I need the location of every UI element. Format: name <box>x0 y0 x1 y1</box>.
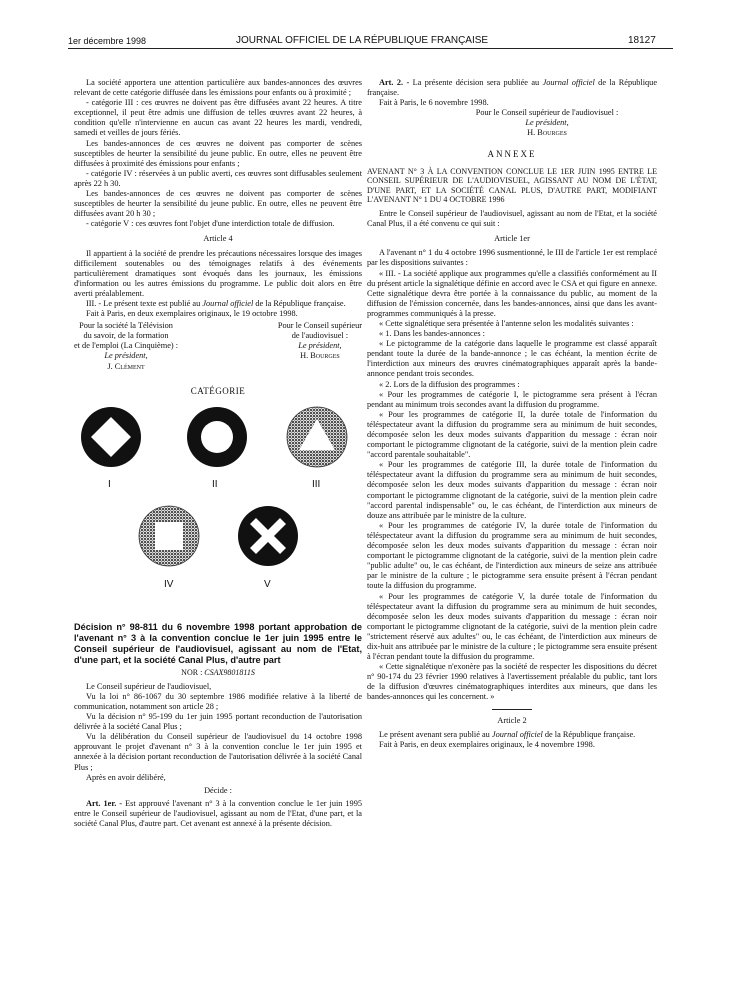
paragraph: « Pour les programmes de catégorie II, la durée totale de l'information du téléspectateur avant la diffusion du programme sera au minimum de huit secondes, décomposée selon les deux modes suivants d'apparition du message : écran noir comportant le pictogramme clignotant de la catégorie, suivi de la mention plein cadre "accord parentale souhaitable". <box>367 409 657 460</box>
paragraph: A l'avenant n° 1 du 4 octobre 1996 susmentionné, le III de l'article 1er est remplacé par les dispositions suivantes : <box>367 248 657 268</box>
paragraph: Vu la décision n° 95-199 du 1er juin 1995 portant reconduction de l'autorisation délivrée à la société Canal Plus ; <box>74 712 362 732</box>
paragraph: La société apportera une attention particulière aux bandes-annonces des œuvres relevant de cette catégorie diffusée dans les émissions pour enfants ou à proximité ; <box>74 78 362 98</box>
header-rule <box>68 48 673 49</box>
category-pictograms <box>74 402 362 612</box>
paragraph: Il appartient à la société de prendre les précautions nécessaires lorsque des images difficilement soutenables ou des témoignages relatifs à des événements particulièrement dramatiques sont évoqués dans les journaux, les émissions d'information ou les autres émissions du programme. Le public doit alors en être averti préalablement. <box>74 248 362 298</box>
categorie-title: CATÉGORIE <box>190 385 246 396</box>
paragraph: Après en avoir délibéré, <box>86 772 166 782</box>
paragraph: Les bandes-annonces de ces œuvres ne doivent pas comporter de scènes susceptibles de heurter la sensibilité du jeune public. En outre, elles ne peuvent être diffusées avant 20 h 30 ; <box>74 189 362 219</box>
decision-title: Décision n° 98-811 du 6 novembre 1998 portant approbation de l'avenant n° 3 à la convention conclue le 1er juin 1995 entre le Conseil supérieur de l'audiovisuel, agissant au nom de l'Etat, d'une part, et la société Canal Plus, d'autre part <box>74 621 362 665</box>
paragraph: Fait à Paris, en deux exemplaires originaux, le 4 novembre 1998. <box>379 739 595 749</box>
decide-heading: Décide : <box>204 785 232 795</box>
category-ii-label: II <box>212 478 218 490</box>
article-4-title: Article 4 <box>203 234 233 244</box>
category-i-icon <box>80 406 142 468</box>
header-journal-title: JOURNAL OFFICIEL DE LA RÉPUBLIQUE FRANÇAISE <box>236 35 489 46</box>
paragraph: « Pour les programmes de catégorie V, la durée totale de l'information du téléspectateur avant la diffusion du programme sera au minimum de huit secondes, décomposée selon les deux modes suivants d'apparition du message : écran noir comportant le pictogramme clignotant de la catégorie, suivi de la mention plein cadre "strictement réservé aux adultes" ou, le cas échéant, de l'interdiction aux mineurs de dix-huit ans attribuée par le ministre de la culture ; le pictogramme sera ensuite présent à l'écran pendant toute la diffusion du programme. <box>367 591 657 662</box>
signature-block: Pour la société la Télévision du savoir, de la formation et de l'emploi (La Cinquième) : Le président, J. Clément Pour le Conseil supérieur de l'audiovisuel : Le président, H. Bourges <box>74 321 362 371</box>
paragraph: - catégorie V : ces œuvres font l'objet d'une interdiction totale de diffusion. <box>86 219 335 229</box>
paragraph: « Pour les programmes de catégorie I, le pictogramme sera présent à l'écran pendant au minimum trois secondes avant la diffusion du programme. <box>367 389 657 409</box>
article-1-paragraph: Art. 1er. - Est approuvé l'avenant n° 3 à la convention conclue le 1er juin 1995 entre le Conseil supérieur de l'audiovisuel, agissant au nom de l'Etat, d'une part, et la société Canal Plus, d'autre part. Cet avenant est annexé à la présente décision. <box>74 798 362 829</box>
article-2-paragraph: Art. 2. - La présente décision sera publiée au Journal officiel de la République française. <box>367 78 657 98</box>
header-date: 1er décembre 1998 <box>68 36 147 46</box>
category-v-icon <box>237 505 299 567</box>
signature-block: Pour le Conseil supérieur de l'audiovisuel : Le président, H. Bourges <box>475 108 619 138</box>
category-v-label: V <box>264 578 271 590</box>
paragraph: « Cette signalétique n'exonère pas la société de respecter les dispositions du décret n° 90-174 du 23 février 1990 relatives à l'avertissement préalable du public, tant lors de la diffusion d'œuvres cinématographiques interdites aux mineurs, que dans les bandes-annonces qui les concernent. » <box>367 662 657 702</box>
category-iii-icon <box>286 406 348 468</box>
section-divider <box>492 709 532 710</box>
article-1-title: Article 1er <box>494 234 530 244</box>
category-iv-label: IV <box>164 578 174 590</box>
paragraph: III. - Le présent texte est publié au Journal officiel de la République française. <box>86 298 346 308</box>
paragraph: « 1. Dans les bandes-annonces : <box>379 329 485 339</box>
paragraph: - catégorie III : ces œuvres ne doivent pas être diffusées avant 22 heures. A titre exceptionnel, il peut être admis une diffusion de telles œuvres avant 22 heures, à condition qu'elle n'intervienne en aucun cas avant 22 heures les mardi, vendredi, samedi et veilles de jours fériés. <box>74 98 362 138</box>
category-i-label: I <box>108 478 111 490</box>
paragraph: « Pour les programmes de catégorie III, la durée totale de l'information du téléspectateur avant la diffusion du programme sera au minimum de huit secondes, décomposée selon les deux modes suivants d'apparition du message : écran noir comportant le pictogramme clignotant de la catégorie, suivi de la mention plein cadre "accord parental indispensable" ou, le cas échéant, de l'interdiction aux mineurs de douze ans attribuée par le ministre de la culture. <box>367 460 657 520</box>
paragraph: Entre le Conseil supérieur de l'audiovisuel, agissant au nom de l'Etat, et la société Canal Plus, il a été convenu ce qui suit : <box>367 209 657 229</box>
paragraph: « Pour les programmes de catégorie IV, la durée totale de l'information du téléspectateur avant la diffusion du programme sera au minimum de huit secondes, décomposée selon les deux modes suivants d'apparition du message : écran noir comportant le pictogramme clignotant de la catégorie, suivi de la mention plein cadre "public adulte" ou, le cas échéant, de l'interdiction aux mineurs de seize ans attribuée par le ministre de la culture ; le pictogramme sera ensuite présent à l'écran pendant toute la diffusion du programme. <box>367 520 657 591</box>
header-page-number: 18127 <box>628 35 656 46</box>
paragraph: Les bandes-annonces de ces œuvres ne doivent pas comporter de scènes susceptibles de heurter la sensibilité du jeune public. En outre, elles ne peuvent être diffusées à proximité des émissions pour enfants ; <box>74 138 362 168</box>
annexe-heading: ANNEXE <box>487 148 537 159</box>
category-ii-icon <box>186 406 248 468</box>
paragraph: - catégorie IV : réservées à un public averti, ces œuvres sont diffusables seulement après 22 h 30. <box>74 168 362 188</box>
category-iv-icon <box>138 505 200 567</box>
right-column <box>367 78 657 750</box>
paragraph: Le Conseil supérieur de l'audiovisuel, <box>86 681 212 691</box>
category-iii-label: III <box>312 478 321 490</box>
left-column <box>74 78 362 829</box>
article-2-title: Article 2 <box>497 715 527 725</box>
paragraph: « 2. Lors de la diffusion des programmes : <box>379 379 520 389</box>
paragraph: « III. - La société applique aux programmes qu'elle a classifiés conformément au II du présent article la signalétique définie en accord avec le CSA et qui figure en annexe. Cette signalétique devra être portée à la connaissance du public, au moment de la diffusion de l'émission concernée, dans les bandes-annonces, ainsi que dans les avant-programmes communiqués à la presse. <box>367 268 657 318</box>
avenant-title: AVENANT N° 3 À LA CONVENTION CONCLUE LE 1ER JUIN 1995 ENTRE LE CONSEIL SUPÉRIEUR DE L'AUDIOVISUEL, AGISSANT AU NOM DE L'ÉTAT, D'UNE PART, ET LA SOCIÉTÉ CANAL PLUS, D'AUTRE PART, MODIFIANT L'AVENANT N° 1 DU 4 OCTOBRE 1996 <box>367 166 657 205</box>
paragraph: Vu la loi n° 86-1067 du 30 septembre 1986 modifiée relative à la liberté de communication, notamment son article 28 ; <box>74 691 362 711</box>
paragraph: « Cette signalétique sera présentée à l'antenne selon les modalités suivantes : <box>379 318 634 328</box>
paragraph: « Le pictogramme de la catégorie dans laquelle le programme est classé apparaît pendant toute la durée de la bande-annonce ; le cas échéant, la mention écrite de l'interdiction aux mineurs des œuvres cinématographiques apparaît après la bande-annonce pendant trois secondes. <box>367 339 657 379</box>
paragraph: Fait à Paris, le 6 novembre 1998. <box>379 98 489 108</box>
paragraph: Fait à Paris, en deux exemplaires originaux, le 19 octobre 1998. <box>86 309 298 319</box>
paragraph: Vu la délibération du Conseil supérieur de l'audiovisuel du 14 octobre 1998 approuvant le projet d'avenant n° 3 à la convention conclue le 1er juin 1995 et annexée à la décision portant reconduction de l'autorisation délivrée à la société Canal Plus ; <box>74 732 362 772</box>
nor-reference: NOR : CSAX9801811S <box>181 667 255 677</box>
paragraph: Le présent avenant sera publié au Journal officiel de la République française. <box>379 729 636 739</box>
